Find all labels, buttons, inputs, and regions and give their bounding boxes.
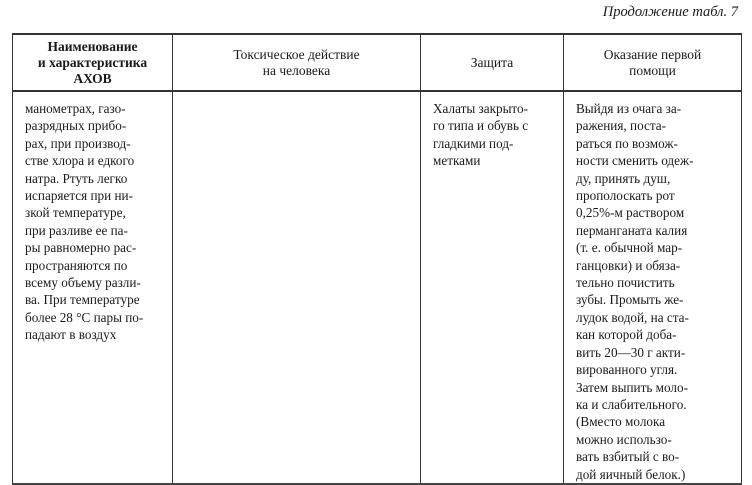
text-line: го типа и обувь с bbox=[433, 118, 529, 134]
text-line: Затем выпить моло- bbox=[576, 379, 688, 395]
text-line: (Вместо молока bbox=[576, 414, 666, 430]
text-line: ры равномерно рас- bbox=[25, 240, 137, 256]
text-line: ности сменить одеж- bbox=[576, 153, 694, 169]
text-line: всему объему разли- bbox=[25, 275, 141, 291]
text-line: и характеристика bbox=[37, 54, 148, 70]
text-line: гладкими под- bbox=[433, 135, 514, 151]
cell-first-aid bbox=[564, 91, 742, 484]
text-line: стве хлора и едкого bbox=[25, 153, 135, 169]
text-line: зкой температуре, bbox=[25, 205, 126, 221]
header-protection bbox=[421, 34, 564, 91]
text-line: помощи bbox=[629, 62, 676, 78]
header-name-characteristics bbox=[13, 34, 173, 91]
text-line: кан которой доба- bbox=[576, 327, 677, 343]
text-line: прополоскать рот bbox=[576, 188, 675, 204]
text-line: раться по возмож- bbox=[576, 135, 678, 151]
cell-name-characteristics bbox=[13, 91, 173, 484]
text-line: дой яичный белок.) bbox=[576, 466, 686, 482]
text-line: зубы. Промыть же- bbox=[576, 292, 684, 308]
text-line: АХОВ bbox=[73, 70, 112, 86]
cell-toxic-effect bbox=[173, 91, 421, 484]
text-line: ка и слабительного. bbox=[576, 396, 687, 412]
table-row bbox=[13, 91, 742, 484]
header-first-aid bbox=[564, 34, 742, 91]
text-line: разрядных прибо- bbox=[25, 118, 127, 134]
text-line: Оказание первой bbox=[603, 46, 702, 62]
text-line: Халаты закрыто- bbox=[433, 101, 529, 116]
chemical-hazards-table bbox=[12, 33, 742, 485]
table-header-row bbox=[13, 34, 742, 91]
text-line: Токсическое действие bbox=[233, 46, 360, 62]
table-continuation-caption: Продолжение табл. 7 bbox=[602, 4, 738, 20]
text-line: лудок водой, на ста- bbox=[576, 309, 689, 325]
text-line: пространяются по bbox=[25, 257, 128, 273]
text-line: Защита bbox=[470, 54, 514, 70]
text-line: Выйдя из очага за- bbox=[576, 101, 682, 116]
text-line: метками bbox=[433, 153, 481, 169]
text-line: при разливе ее па- bbox=[25, 222, 128, 238]
text-line: рах, при производ- bbox=[25, 135, 131, 151]
text-line: Наименование bbox=[47, 38, 138, 54]
text-line: ва. При температуре bbox=[25, 292, 140, 308]
text-line: ражения, поста- bbox=[576, 118, 667, 134]
text-line: испаряется при ни- bbox=[25, 188, 133, 204]
header-toxic-effect bbox=[173, 34, 421, 91]
cell-protection bbox=[421, 91, 564, 484]
text-line: вированного угля. bbox=[576, 362, 678, 378]
text-line: ганцовки) и обяза- bbox=[576, 257, 681, 273]
text-line: более 28 °C пары по- bbox=[25, 309, 144, 325]
text-line: манометрах, газо- bbox=[25, 101, 126, 116]
text-line: можно использо- bbox=[576, 431, 672, 447]
text-line: ду, принять душ, bbox=[576, 170, 671, 186]
text-line: вить 20—30 г акти- bbox=[576, 344, 686, 360]
text-line: натра. Ртуть легко bbox=[25, 170, 128, 186]
text-line: (т. е. обычной мар- bbox=[576, 240, 683, 256]
text-line: перманганата калия bbox=[576, 222, 688, 238]
text-line: на человека bbox=[262, 62, 331, 78]
text-line: тельно почистить bbox=[576, 275, 675, 291]
text-line: 0,25%-м раствором bbox=[576, 205, 685, 221]
text-line: падают в воздух bbox=[25, 327, 117, 343]
text-line: вать взбитый с во- bbox=[576, 449, 680, 465]
